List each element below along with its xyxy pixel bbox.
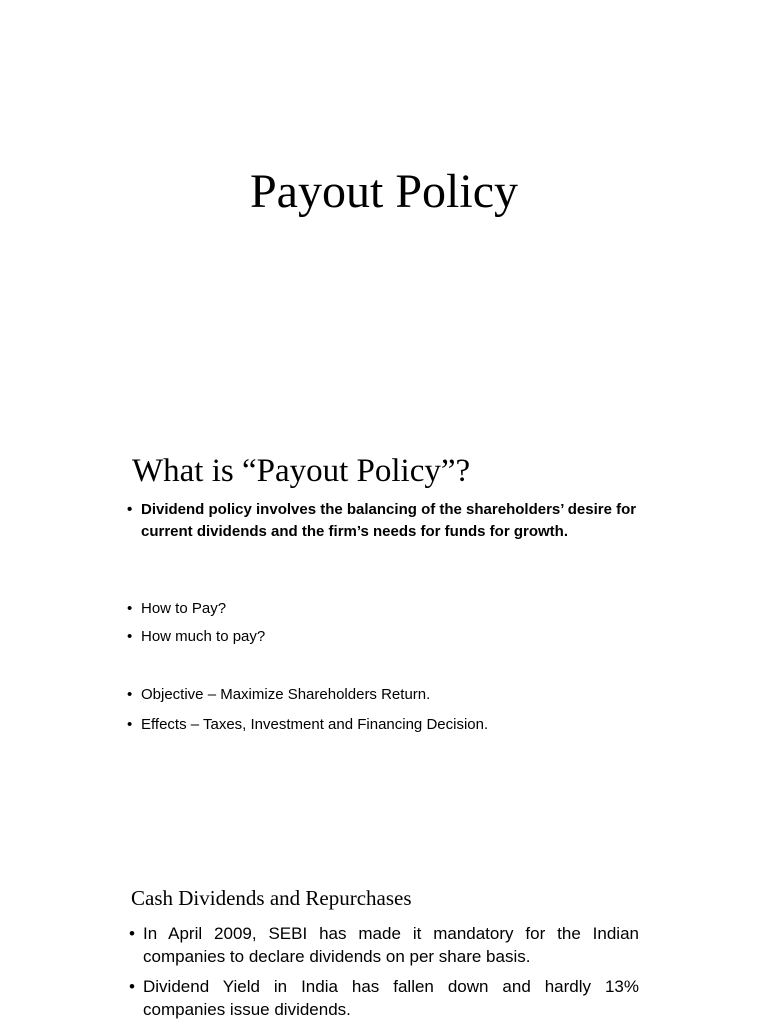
bullet-icon: • [127, 628, 133, 645]
objectives-list [127, 684, 647, 744]
list-item [127, 684, 647, 706]
question-text: How to Pay? [141, 600, 227, 617]
section-heading-cash-dividends: Cash Dividends and Repurchases [131, 886, 412, 910]
point-text: In April 2009, SEBI has made it mandatory for the Indian companies to declare dividends on per share basis. [143, 924, 639, 966]
list-item [129, 975, 639, 1021]
list-item [127, 499, 647, 543]
list-item [127, 626, 647, 648]
dividends-list [129, 922, 639, 1028]
list-item [127, 598, 647, 620]
question-text: How much to pay? [141, 628, 266, 645]
list-item [129, 922, 639, 968]
bullet-icon: • [129, 924, 135, 943]
slide-title: Payout Policy [249, 165, 518, 218]
bullet-icon: • [127, 501, 133, 518]
section-heading-payout-policy: What is “Payout Policy”? [132, 453, 471, 489]
bullet-icon: • [127, 600, 133, 617]
bullet-icon: • [127, 716, 133, 733]
definition-list [127, 499, 647, 543]
objective-text: Effects – Taxes, Investment and Financing Decision. [141, 716, 489, 733]
list-item [127, 714, 647, 736]
point-text: Dividend Yield in India has fallen down and hardly 13% companies issue dividends. [143, 977, 639, 1019]
questions-list [127, 598, 647, 654]
objective-text: Objective – Maximize Shareholders Return. [141, 686, 431, 703]
bullet-icon: • [127, 686, 133, 703]
bullet-icon: • [129, 977, 135, 996]
definition-text: Dividend policy involves the balancing of the shareholders’ desire for current dividends and the firm’s needs for funds for growth. [141, 501, 637, 540]
